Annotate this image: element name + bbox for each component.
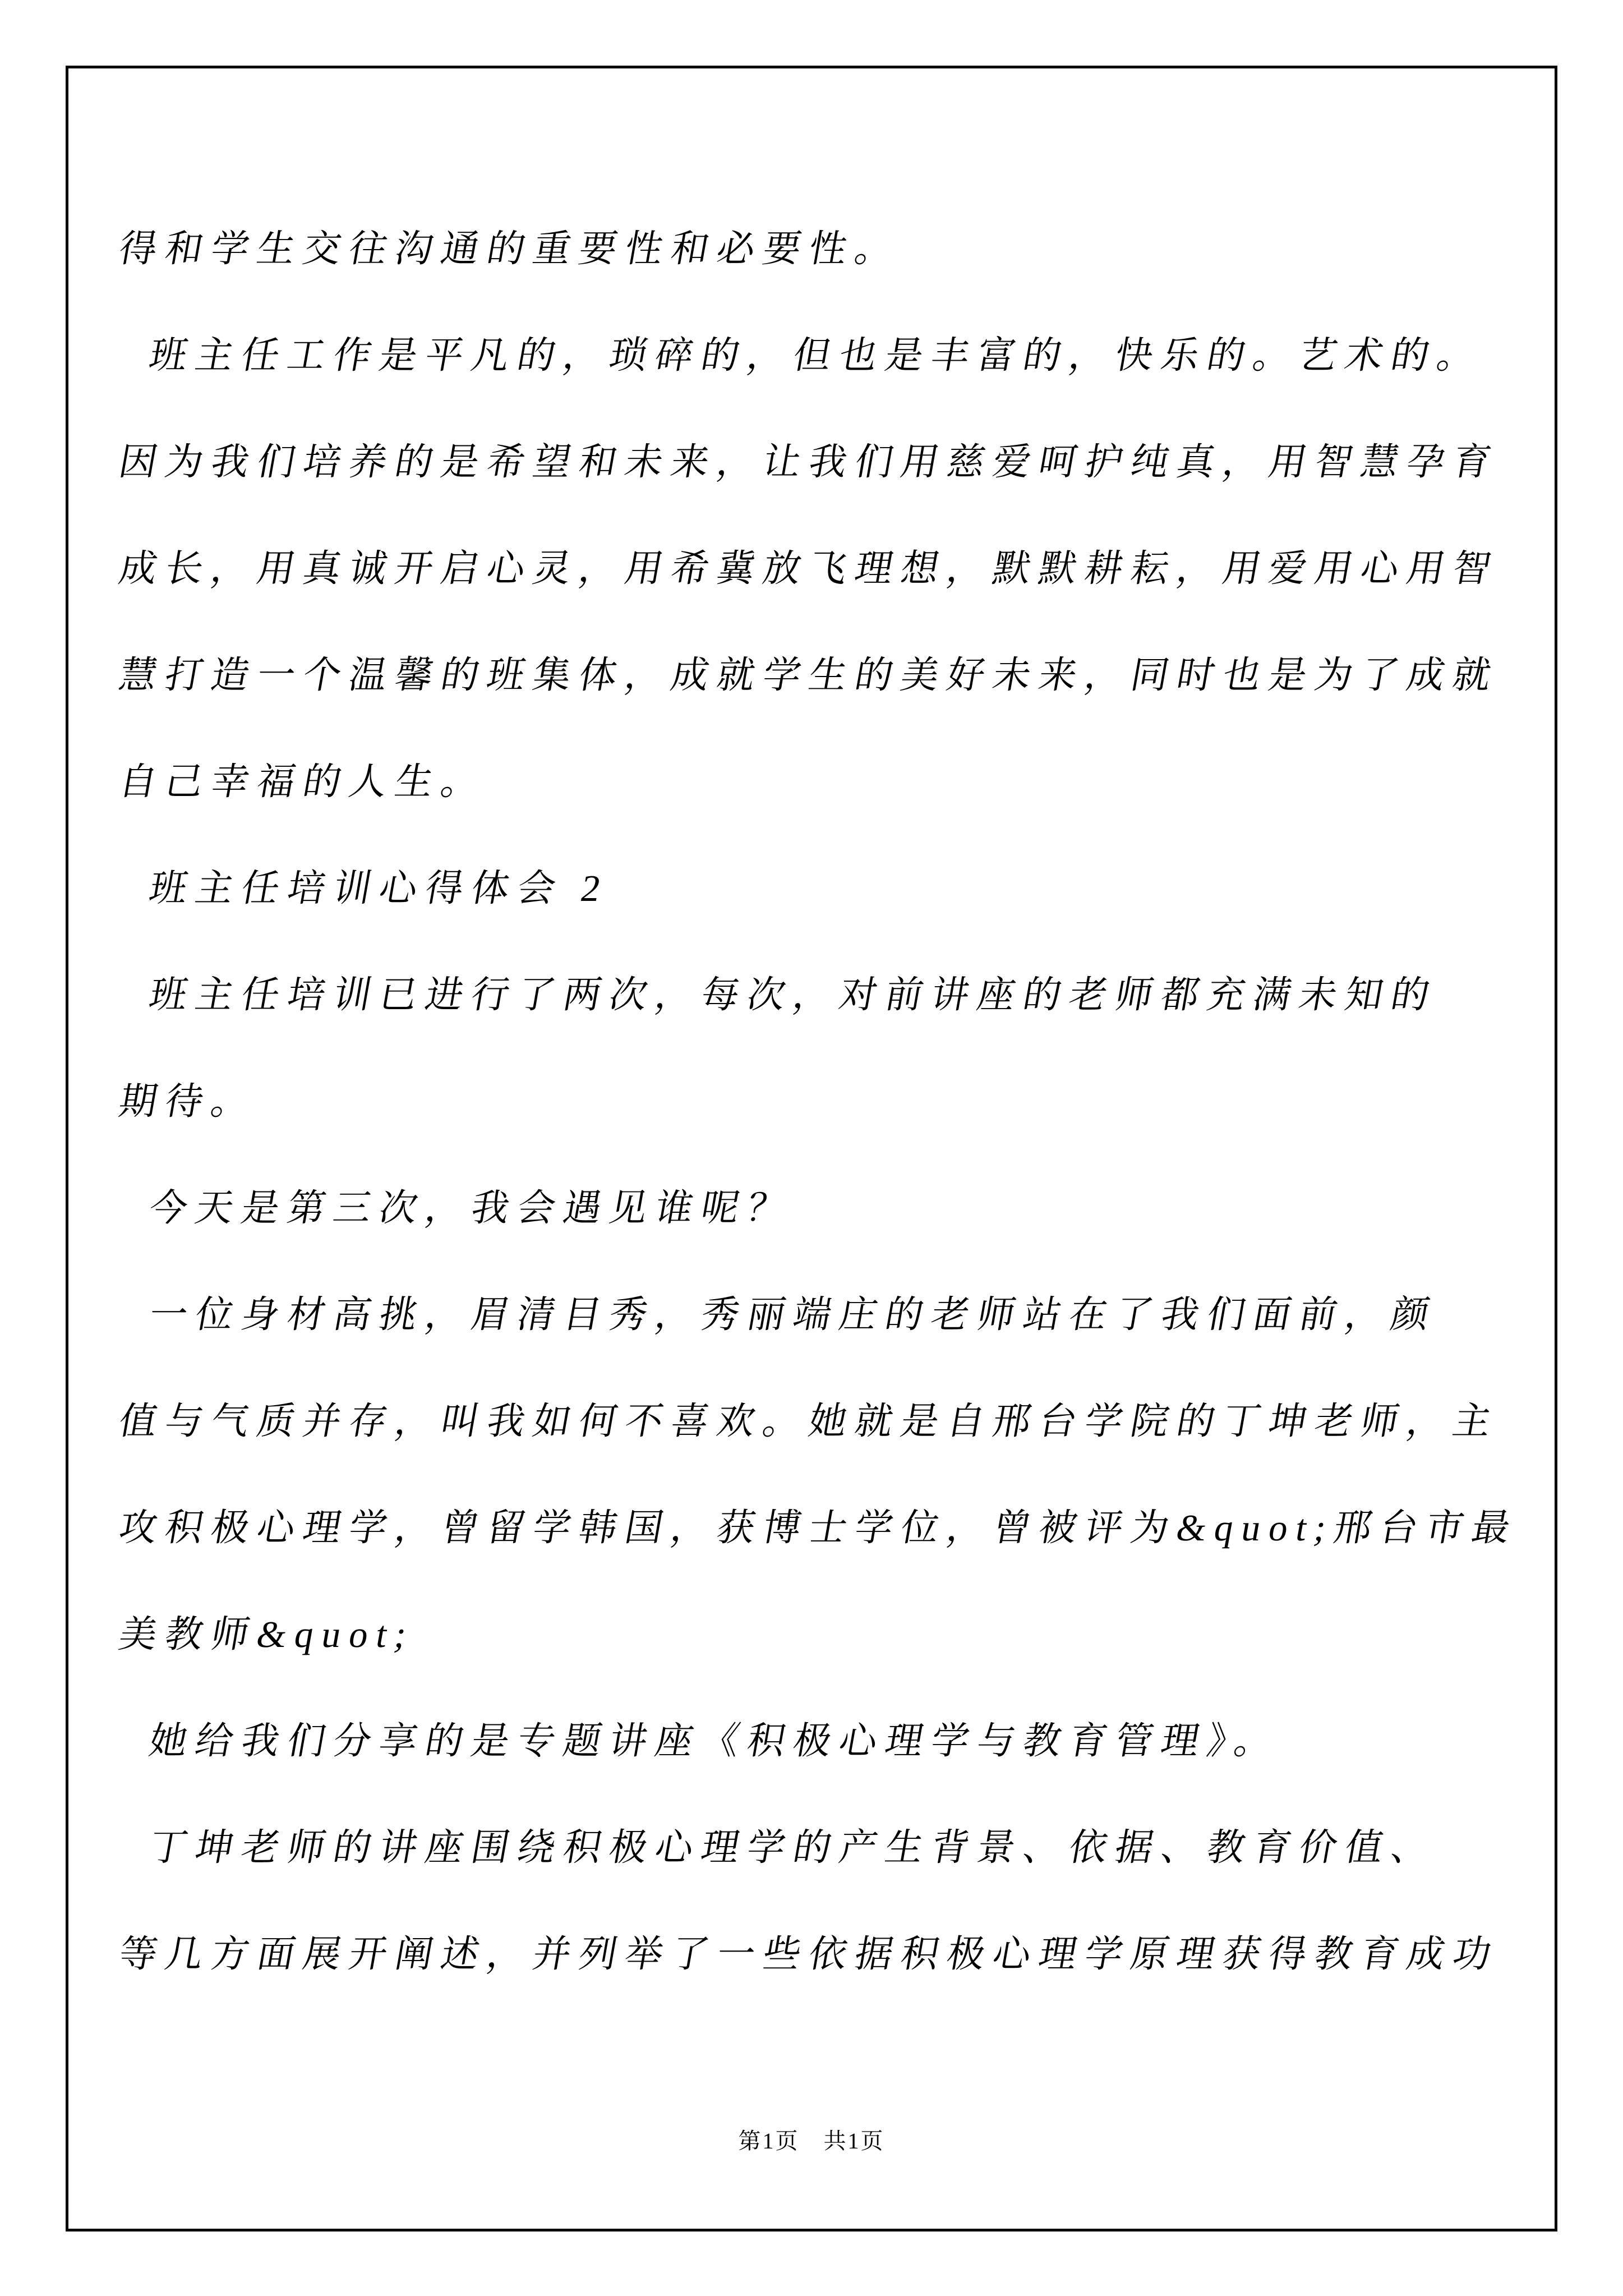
text-line: 班主任培训已进行了两次，每次，对前讲座的老师都充满未知的: [146, 974, 1441, 1016]
text-line: 攻积极心理学，曾留学韩国，获博士学位，曾被评为&quot;邢台市最: [116, 1507, 1522, 1549]
text-line: 因为我们培养的是希望和未来，让我们用慈爱呵护纯真，用智慧孕育: [116, 441, 1503, 483]
text-line: 成长，用真诚开启心灵，用希冀放飞理想，默默耕耘，用爱用心用智: [116, 548, 1503, 590]
text-line: 期待。: [116, 1081, 261, 1122]
text-line: 值与气质并存，叫我如何不喜欢。她就是自邢台学院的丁坤老师，主: [116, 1401, 1503, 1442]
text-line: 丁坤老师的讲座围绕积极心理学的产生背景、依据、教育价值、: [146, 1827, 1441, 1869]
text-line: 班主任工作是平凡的，琐碎的，但也是丰富的，快乐的。艺术的。: [146, 335, 1487, 376]
text-line: 得和学生交往沟通的重要性和必要性。: [116, 228, 905, 270]
text-line: 今天是第三次，我会遇见谁呢？: [146, 1188, 797, 1229]
text-line: 慧打造一个温馨的班集体，成就学生的美好未来，同时也是为了成就: [116, 655, 1503, 696]
section-heading: 班主任培训心得体会 2: [146, 868, 612, 909]
text-line: 自己幸福的人生。: [116, 761, 491, 803]
document-body: [116, 196, 1522, 2008]
text-line: 美教师&quot;: [116, 1614, 418, 1655]
text-line: 一位身材高挑，眉清目秀，秀丽端庄的老师站在了我们面前，颜: [146, 1294, 1441, 1336]
page-number: 第1页 共1页: [738, 2128, 885, 2154]
text-line: 她给我们分享的是专题讲座《积极心理学与教育管理》。: [146, 1720, 1285, 1762]
text-line: 等几方面展开阐述，并列举了一些依据积极心理学原理获得教育成功: [116, 1934, 1503, 1975]
